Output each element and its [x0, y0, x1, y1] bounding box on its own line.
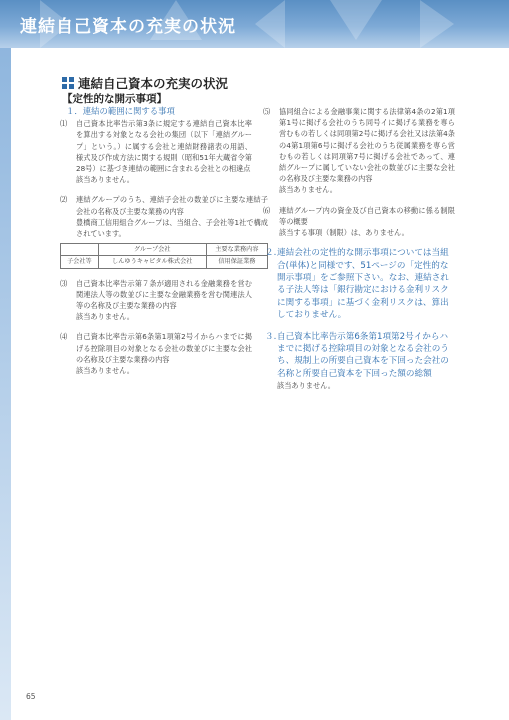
- side-stripe: [0, 48, 11, 720]
- item-note: 該当ありません。: [76, 312, 134, 322]
- table-header-row: [61, 244, 268, 256]
- item-text: 連結会社の定性的な開示事項については当組合(単体)と同様です、51ページの「定性的な開示事項」をご参照下さい。なお、連結される子法人等は「銀行勘定における金利リスクに関する事項」に基づく金利リスクは、算出しておりません。: [277, 248, 449, 321]
- section-title: 連結自己資本の充実の状況: [78, 76, 229, 91]
- list-item: [263, 205, 455, 239]
- item-number: ⑹: [263, 205, 271, 215]
- banner-title: 連結自己資本の充実の状況: [20, 17, 236, 37]
- table-cell: 子会社等: [61, 256, 99, 268]
- item-number: ⑷: [60, 332, 68, 342]
- header-banner: [0, 0, 509, 48]
- table-cell: しんゆうキャピタル株式会社: [98, 256, 206, 268]
- item-note: 該当ありません。: [76, 175, 134, 185]
- section-heading: [62, 74, 228, 92]
- group-table: [60, 243, 268, 268]
- list-item: [60, 278, 252, 323]
- item-number: ３.: [265, 331, 277, 342]
- list-item: [263, 106, 455, 196]
- item-text: 自己資本比率告示第6条第1項第2号イからハまでに掲げる控除項目の対象となる会社の数並びに主要な会社の名称及び主要な業務の内容: [76, 332, 252, 364]
- item-note: 該当ありません。: [277, 381, 335, 391]
- table-cell: [61, 244, 99, 256]
- table-cell: グループ会社: [98, 244, 206, 256]
- item-text: 自己資本比率告示第6条第1項第2号イからハまでに掲げる控除項目の対象となる会社のうち、規制上の所要自己資本を下回った会社の名称と所要自己資本を下回った額の総額: [277, 331, 449, 379]
- item-text: 協同組合による金融事業に関する法律第4条の2第1項第1号に掲げる会社のうち同号イに掲げる業務を専ら営むもの若しくは同項第2号に掲げる会社又は法第4条の4第1項第6号に掲げる会社のうち従属業務を専ら営むもの若しくは同項第7号に掲げる会社であって、連結グループに属していない会社の数並びに主要な会社の名称及び主要な業務の内容: [279, 107, 455, 184]
- section-3-heading: [265, 331, 455, 381]
- item-number: ２.: [265, 248, 277, 259]
- item-number: ⑸: [263, 107, 271, 116]
- table-cell: 主要な業務内容: [206, 244, 267, 256]
- list-item: [60, 194, 268, 268]
- item-text: 連結グループ内の資金及び自己資本の移動に係る制限等の概要: [279, 205, 455, 226]
- item-text: 連結グループのうち、連結子会社の数並びに主要な連結子会社の名称及び主要な業務の内容: [76, 195, 268, 216]
- table-row: [61, 256, 268, 268]
- item-note: 該当ありません。: [279, 185, 337, 195]
- table-cell: 信用保証業務: [206, 256, 267, 268]
- item-note: 豊橋商工信用組合グループは、当組合、子会社等1社で構成されています。: [76, 217, 268, 239]
- left-column: [60, 106, 268, 385]
- item-note: 該当ありません。: [76, 366, 134, 376]
- list-item: [60, 331, 252, 376]
- list-item: [60, 118, 252, 185]
- item-number: ⑶: [60, 278, 68, 288]
- item-number: ⑴: [60, 119, 68, 129]
- item-note: 該当する事項（制限）は、ありません。: [279, 228, 409, 238]
- page-number: 65: [26, 692, 36, 701]
- section-2-heading: [265, 247, 455, 321]
- item-number: ⑵: [60, 195, 68, 205]
- item-text: 自己資本比率告示第７条が適用される金融業務を営む関連法人等の数並びに主要な金融業務を営む関連法人等の名称及び主要な業務の内容: [76, 278, 252, 311]
- section-subtitle: 【定性的な開示事項】: [62, 93, 167, 105]
- item-text: 自己資本比率告示第3条に規定する連結自己資本比率を算出する対象となる会社の集団（以下「連結グループ」という。）に属する会社と連結財務諸表の用語、様式及び作成方法に関する規則（昭和51年大蔵省令第28号）に基づき連結の範囲に含まれる会社との相違点: [76, 119, 252, 174]
- right-column: [263, 106, 455, 396]
- grid-square-icon: [62, 77, 74, 89]
- left-heading: １．連結の範囲に関する事項: [66, 106, 175, 116]
